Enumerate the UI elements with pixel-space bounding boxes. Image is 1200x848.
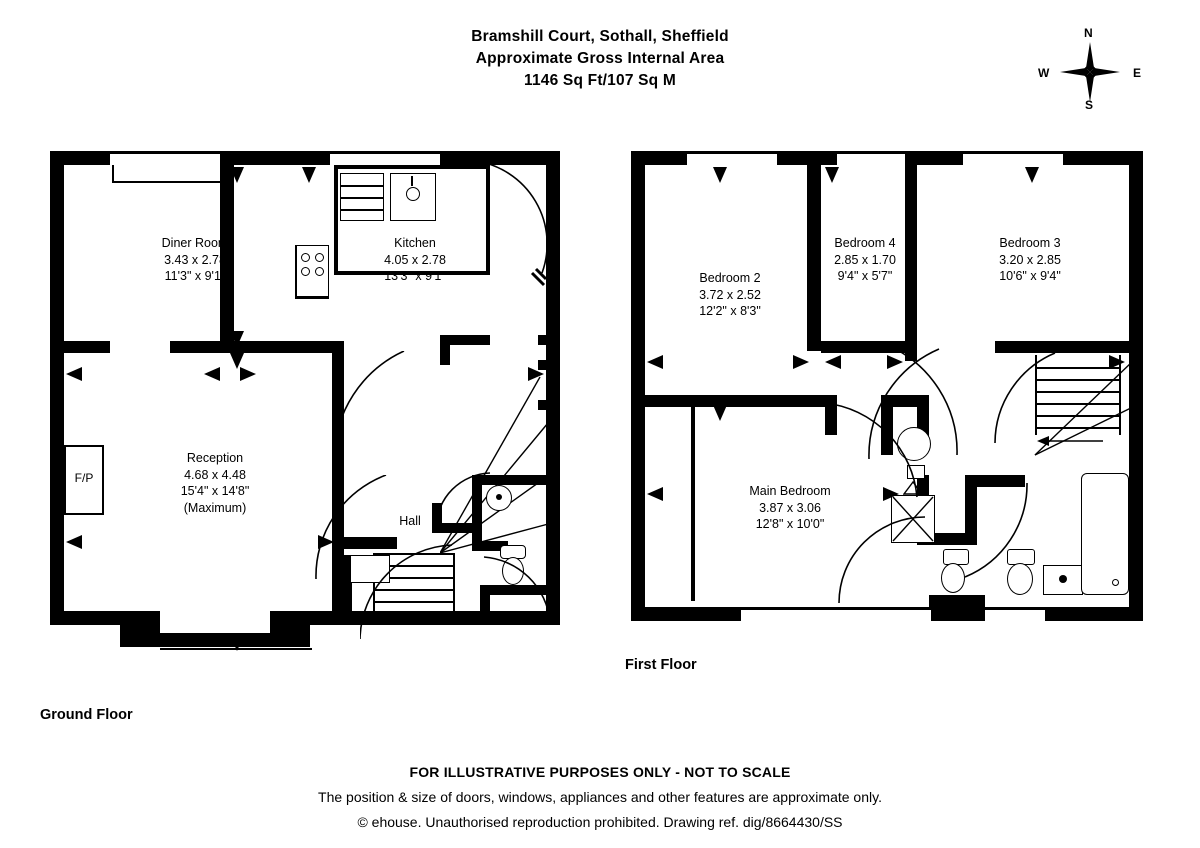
ff-arrow-main-north — [713, 405, 727, 423]
plan-title: Bramshill Court, Sothall, Sheffield — [471, 28, 729, 45]
ff-wall-bath-bottom — [929, 595, 985, 607]
room-metric-diner: 3.43 x 2.78 — [164, 252, 226, 267]
ff-wall-bottom-1 — [631, 607, 741, 621]
ff-wall-bottom-2 — [931, 607, 985, 621]
ff-wall-bottom-3 — [1045, 607, 1143, 621]
ff-bathtub-plug — [1112, 579, 1119, 586]
ff-basin-plug — [1059, 575, 1067, 583]
room-name-diner: Diner Room — [161, 236, 229, 250]
compass-star-icon — [1058, 40, 1122, 104]
room-metric-main-bedroom: 3.87 x 3.06 — [759, 500, 821, 515]
plan-subtitle: Approximate Gross Internal Area — [475, 50, 725, 67]
room-imperial-bedroom4: 9'4" x 5'7" — [837, 269, 893, 283]
ff-window-top-bed3 — [963, 151, 1063, 154]
arrow-kitchen-north — [302, 167, 316, 185]
fireplace-label: F/P — [74, 471, 94, 485]
hob-line-1 — [340, 185, 384, 187]
wall-bay-left — [120, 611, 160, 647]
ff-arrow-bed2-north — [713, 167, 727, 185]
ff-arrow-bed4-east — [887, 355, 905, 369]
wall-left-outer — [50, 151, 64, 625]
cooker-ring-1 — [301, 253, 310, 262]
ff-wall-main-partition — [691, 401, 695, 601]
ff-wall-bed2-main-left — [631, 395, 697, 407]
room-imperial-kitchen: 13'3" x 9'1" — [384, 269, 446, 283]
cooker-ring-4 — [315, 267, 324, 276]
ff-arrow-bed2-west — [647, 355, 665, 369]
room-imperial-main-bedroom: 12'8" x 10'0" — [755, 517, 825, 531]
arrow-reception-east — [318, 535, 336, 549]
cooker-ring-2 — [315, 253, 324, 262]
footer-copyright: © ehouse. Unauthorised reproduction prohibited. Drawing ref. dig/8664430/SS — [357, 814, 843, 830]
room-imperial-diner: 11'3" x 9'1" — [164, 269, 226, 283]
room-label-hall — [370, 513, 450, 530]
room-metric-bedroom4: 2.85 x 1.70 — [834, 252, 896, 267]
footer-disclaimer: FOR ILLUSTRATIVE PURPOSES ONLY - NOT TO SCALE — [409, 764, 791, 780]
first-floor-title: First Floor — [625, 657, 697, 673]
stair-newel — [440, 335, 450, 365]
ff-bathtub — [1081, 473, 1129, 595]
window-top-diner — [110, 151, 220, 154]
stair-head-wall — [450, 335, 490, 345]
room-metric-reception: 4.68 x 4.48 — [184, 467, 246, 482]
arrow-diner-west — [66, 367, 84, 381]
ff-door-arc-landing — [955, 351, 1065, 461]
room-label-reception — [125, 450, 305, 516]
ff-arrow-main-east — [883, 487, 901, 501]
cooker-ring-3 — [301, 267, 310, 276]
compass-label-north: N — [1084, 26, 1093, 40]
room-imperial-reception: 15'4" x 14'8" — [180, 484, 250, 498]
stair-head-wall-right — [538, 335, 560, 345]
ff-arrow-bed2-east — [793, 355, 811, 369]
plan-header — [0, 26, 1200, 92]
room-name-kitchen: Kitchen — [394, 236, 436, 250]
ff-arrow-bed3-east — [1109, 355, 1127, 369]
room-note-reception: (Maximum) — [183, 500, 247, 515]
room-label-bedroom3 — [965, 235, 1095, 285]
ff-arrow-main-west — [647, 487, 665, 501]
room-label-bedroom4 — [805, 235, 925, 285]
room-name-main-bedroom: Main Bedroom — [749, 484, 831, 498]
hob-line-3 — [340, 209, 384, 211]
room-imperial-bedroom3: 10'6" x 9'4" — [999, 269, 1061, 283]
arrow-reception-south — [230, 635, 244, 653]
arrow-kitchen-north-left — [230, 167, 244, 185]
diner-opening-line — [112, 181, 220, 183]
compass-label-south: S — [1085, 98, 1094, 112]
room-imperial-bedroom2: 12'2" x 8'3" — [699, 304, 761, 318]
room-name-bedroom4: Bedroom 4 — [834, 236, 896, 250]
ff-arrow-bed4-north — [825, 167, 839, 185]
arrow-diner-south — [230, 331, 244, 349]
plan-area: 1146 Sq Ft/107 Sq M — [524, 72, 676, 89]
ff-window-top-bed2 — [687, 151, 777, 154]
compass-label-east: E — [1133, 66, 1142, 80]
kitchen-worktop-top — [334, 165, 490, 169]
room-metric-bedroom3: 3.20 x 2.85 — [999, 252, 1061, 267]
ground-floor-plan — [40, 145, 580, 723]
ff-arrow-bed4-west — [825, 355, 843, 369]
landing-wall-2 — [538, 400, 560, 410]
room-metric-kitchen: 4.05 x 2.78 — [384, 252, 446, 267]
room-metric-bedroom2: 3.72 x 2.52 — [699, 287, 761, 302]
hob-line-2 — [340, 197, 384, 199]
room-name-hall: Hall — [399, 514, 421, 528]
ff-wall-bed4-bed3-lower — [905, 275, 917, 351]
footer-note: The position & size of doors, windows, appliances and other features are approximate only. — [318, 789, 882, 805]
window-top-kitchen — [330, 151, 440, 154]
ff-wall-left-outer — [631, 151, 645, 621]
arrow-reception-north — [230, 353, 244, 371]
kitchen-unit-base-side — [295, 245, 297, 299]
ff-arrow-bed3-north — [1025, 167, 1039, 185]
kitchen-unit-base — [295, 297, 329, 299]
arrow-kitchen-east — [528, 367, 546, 381]
sink-tap — [411, 176, 413, 186]
room-label-main-bedroom — [705, 483, 875, 533]
ff-door-arc-bathroom — [925, 481, 1035, 591]
compass-label-west: W — [1038, 66, 1050, 80]
arrow-reception-west — [66, 535, 84, 549]
room-name-bedroom2: Bedroom 2 — [699, 271, 761, 285]
room-label-bedroom2 — [645, 270, 815, 320]
room-name-bedroom3: Bedroom 3 — [999, 236, 1061, 250]
ff-window-top-bed4 — [837, 151, 907, 154]
ff-window-bottom-bath — [985, 607, 1045, 610]
room-label-diner — [105, 235, 285, 285]
door-arc-front-entry — [400, 555, 560, 631]
wall-diner-reception-left — [50, 341, 110, 353]
wall-top-mid2 — [270, 151, 330, 165]
plan-footer — [0, 764, 1200, 830]
ground-floor-title: Ground Floor — [40, 707, 133, 723]
compass-rose — [1030, 26, 1150, 116]
arrow-diner-right — [204, 367, 222, 381]
sink-bowl — [406, 187, 420, 201]
room-label-kitchen — [335, 235, 495, 285]
room-name-reception: Reception — [186, 451, 244, 465]
first-floor-plan — [625, 145, 1165, 675]
